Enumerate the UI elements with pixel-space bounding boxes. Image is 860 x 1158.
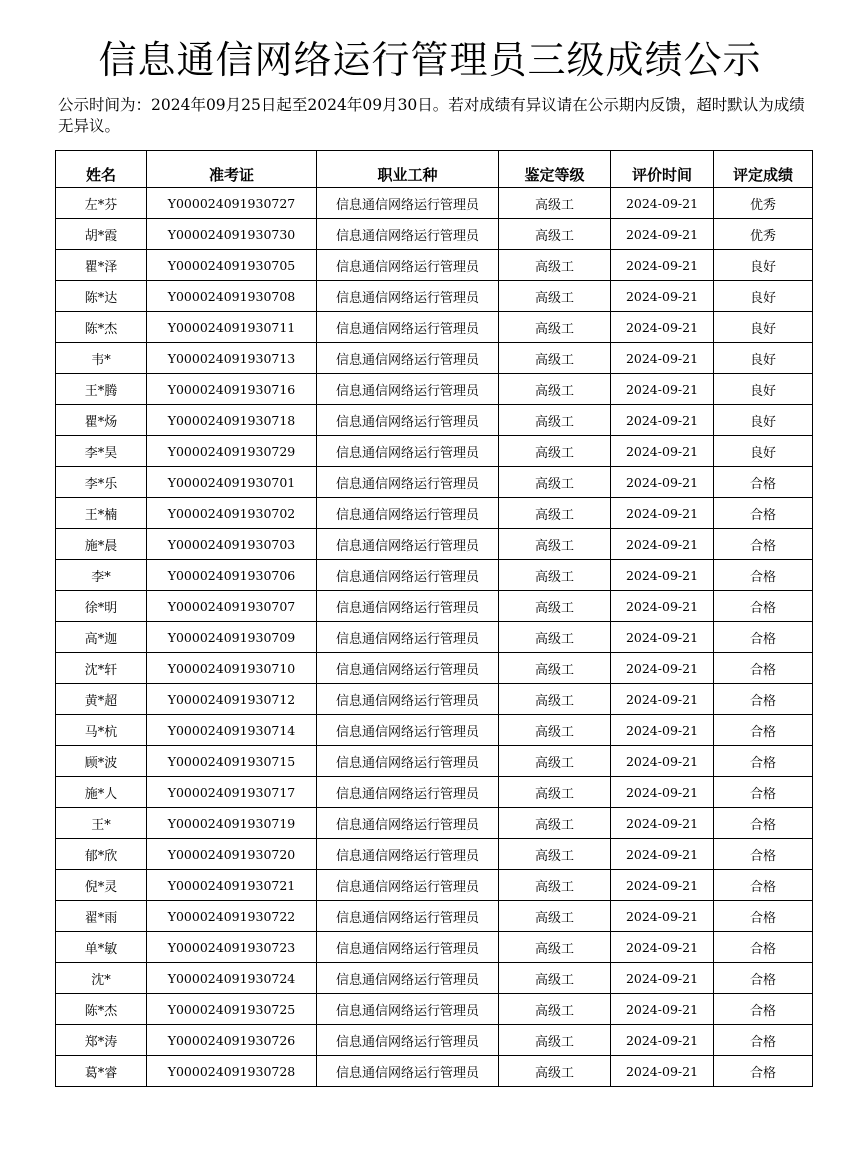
table-row [56,653,813,684]
cell-grade: 合格 [714,684,813,715]
header-level: 鉴定等级 [499,151,611,188]
cell-level: 高级工 [499,281,611,312]
cell-occupation: 信息通信网络运行管理员 [317,560,499,591]
cell-level: 高级工 [499,250,611,281]
cell-level: 高级工 [499,188,611,219]
cell-name: 马*杭 [56,715,147,746]
cell-name: 韦* [56,343,147,374]
cell-grade: 合格 [714,715,813,746]
cell-occupation: 信息通信网络运行管理员 [317,281,499,312]
cell-ticket-number: Y000024091930707 [147,591,317,622]
cell-occupation: 信息通信网络运行管理员 [317,746,499,777]
cell-occupation: 信息通信网络运行管理员 [317,498,499,529]
table-row [56,281,813,312]
cell-occupation: 信息通信网络运行管理员 [317,777,499,808]
cell-ticket-number: Y000024091930710 [147,653,317,684]
cell-level: 高级工 [499,219,611,250]
table-header-row [56,151,813,188]
cell-ticket-number: Y000024091930708 [147,281,317,312]
cell-name: 李* [56,560,147,591]
cell-name: 倪*灵 [56,870,147,901]
header-ticket-number: 准考证 [147,151,317,188]
table-row [56,498,813,529]
cell-level: 高级工 [499,653,611,684]
cell-eval-date: 2024-09-21 [611,777,714,808]
cell-level: 高级工 [499,622,611,653]
cell-eval-date: 2024-09-21 [611,436,714,467]
cell-grade: 良好 [714,312,813,343]
cell-eval-date: 2024-09-21 [611,467,714,498]
cell-name: 沈* [56,963,147,994]
table-row [56,560,813,591]
cell-grade: 良好 [714,343,813,374]
cell-ticket-number: Y000024091930728 [147,1056,317,1087]
table-row [56,932,813,963]
cell-grade: 优秀 [714,188,813,219]
cell-occupation: 信息通信网络运行管理员 [317,653,499,684]
cell-eval-date: 2024-09-21 [611,591,714,622]
table-body [56,188,813,1087]
cell-grade: 合格 [714,994,813,1025]
cell-level: 高级工 [499,560,611,591]
cell-grade: 合格 [714,870,813,901]
cell-grade: 合格 [714,560,813,591]
cell-eval-date: 2024-09-21 [611,281,714,312]
cell-occupation: 信息通信网络运行管理员 [317,529,499,560]
cell-grade: 合格 [714,932,813,963]
cell-eval-date: 2024-09-21 [611,808,714,839]
cell-name: 王* [56,808,147,839]
table-row [56,343,813,374]
table-row [56,1025,813,1056]
table-row [56,436,813,467]
cell-eval-date: 2024-09-21 [611,498,714,529]
cell-ticket-number: Y000024091930722 [147,901,317,932]
cell-name: 左*芬 [56,188,147,219]
cell-occupation: 信息通信网络运行管理员 [317,591,499,622]
cell-ticket-number: Y000024091930701 [147,467,317,498]
notice-text: 公示时间为：2024年09月25日起至2024年09月30日。若对成绩有异议请在公示期内反馈，超时默认为成绩无异议。 [58,96,805,135]
cell-occupation: 信息通信网络运行管理员 [317,808,499,839]
table-row [56,746,813,777]
table-row [56,684,813,715]
cell-ticket-number: Y000024091930729 [147,436,317,467]
cell-name: 李*昊 [56,436,147,467]
cell-ticket-number: Y000024091930719 [147,808,317,839]
header-name: 姓名 [56,151,147,188]
cell-name: 陈*杰 [56,994,147,1025]
cell-occupation: 信息通信网络运行管理员 [317,1025,499,1056]
cell-name: 郁*欣 [56,839,147,870]
cell-grade: 优秀 [714,219,813,250]
cell-ticket-number: Y000024091930724 [147,963,317,994]
cell-name: 李*乐 [56,467,147,498]
cell-name: 王*腾 [56,374,147,405]
cell-eval-date: 2024-09-21 [611,219,714,250]
header-grade: 评定成绩 [714,151,813,188]
table-row [56,839,813,870]
cell-level: 高级工 [499,1025,611,1056]
cell-name: 郑*涛 [56,1025,147,1056]
cell-occupation: 信息通信网络运行管理员 [317,312,499,343]
cell-occupation: 信息通信网络运行管理员 [317,405,499,436]
cell-ticket-number: Y000024091930713 [147,343,317,374]
cell-occupation: 信息通信网络运行管理员 [317,870,499,901]
cell-ticket-number: Y000024091930709 [147,622,317,653]
cell-occupation: 信息通信网络运行管理员 [317,963,499,994]
cell-ticket-number: Y000024091930717 [147,777,317,808]
cell-eval-date: 2024-09-21 [611,746,714,777]
table-row [56,250,813,281]
cell-grade: 合格 [714,622,813,653]
cell-ticket-number: Y000024091930730 [147,219,317,250]
cell-ticket-number: Y000024091930718 [147,405,317,436]
table-row [56,1056,813,1087]
cell-grade: 合格 [714,963,813,994]
cell-name: 徐*明 [56,591,147,622]
cell-eval-date: 2024-09-21 [611,312,714,343]
cell-eval-date: 2024-09-21 [611,715,714,746]
cell-grade: 良好 [714,281,813,312]
cell-occupation: 信息通信网络运行管理员 [317,622,499,653]
cell-level: 高级工 [499,591,611,622]
cell-eval-date: 2024-09-21 [611,653,714,684]
cell-occupation: 信息通信网络运行管理员 [317,715,499,746]
cell-level: 高级工 [499,436,611,467]
cell-eval-date: 2024-09-21 [611,529,714,560]
cell-grade: 合格 [714,746,813,777]
cell-eval-date: 2024-09-21 [611,684,714,715]
cell-ticket-number: Y000024091930705 [147,250,317,281]
cell-name: 陈*达 [56,281,147,312]
cell-eval-date: 2024-09-21 [611,343,714,374]
cell-eval-date: 2024-09-21 [611,839,714,870]
cell-name: 陈*杰 [56,312,147,343]
table-row [56,715,813,746]
cell-level: 高级工 [499,715,611,746]
table-row [56,901,813,932]
cell-occupation: 信息通信网络运行管理员 [317,436,499,467]
cell-grade: 良好 [714,405,813,436]
cell-occupation: 信息通信网络运行管理员 [317,994,499,1025]
cell-eval-date: 2024-09-21 [611,1056,714,1087]
cell-occupation: 信息通信网络运行管理员 [317,684,499,715]
cell-ticket-number: Y000024091930702 [147,498,317,529]
cell-eval-date: 2024-09-21 [611,1025,714,1056]
cell-occupation: 信息通信网络运行管理员 [317,250,499,281]
cell-occupation: 信息通信网络运行管理员 [317,374,499,405]
cell-ticket-number: Y000024091930715 [147,746,317,777]
table-row [56,405,813,436]
cell-eval-date: 2024-09-21 [611,932,714,963]
cell-name: 施*人 [56,777,147,808]
cell-ticket-number: Y000024091930706 [147,560,317,591]
header-eval-date: 评价时间 [611,151,714,188]
cell-occupation: 信息通信网络运行管理员 [317,219,499,250]
cell-level: 高级工 [499,777,611,808]
cell-eval-date: 2024-09-21 [611,188,714,219]
cell-eval-date: 2024-09-21 [611,870,714,901]
cell-occupation: 信息通信网络运行管理员 [317,467,499,498]
table-row [56,219,813,250]
cell-grade: 合格 [714,591,813,622]
table-row [56,777,813,808]
cell-name: 高*迦 [56,622,147,653]
cell-eval-date: 2024-09-21 [611,374,714,405]
header-occupation: 职业工种 [317,151,499,188]
cell-name: 沈*轩 [56,653,147,684]
table-row [56,808,813,839]
table-row [56,591,813,622]
cell-grade: 合格 [714,498,813,529]
cell-level: 高级工 [499,839,611,870]
cell-grade: 合格 [714,1056,813,1087]
table-row [56,870,813,901]
cell-ticket-number: Y000024091930726 [147,1025,317,1056]
cell-grade: 合格 [714,808,813,839]
cell-grade: 合格 [714,777,813,808]
cell-name: 王*楠 [56,498,147,529]
cell-ticket-number: Y000024091930723 [147,932,317,963]
table-row [56,467,813,498]
cell-grade: 良好 [714,436,813,467]
cell-level: 高级工 [499,405,611,436]
cell-level: 高级工 [499,901,611,932]
cell-ticket-number: Y000024091930703 [147,529,317,560]
table-row [56,963,813,994]
cell-eval-date: 2024-09-21 [611,994,714,1025]
cell-name: 施*晨 [56,529,147,560]
cell-level: 高级工 [499,1056,611,1087]
cell-ticket-number: Y000024091930720 [147,839,317,870]
cell-eval-date: 2024-09-21 [611,963,714,994]
cell-grade: 合格 [714,529,813,560]
cell-name: 瞿*炀 [56,405,147,436]
cell-ticket-number: Y000024091930721 [147,870,317,901]
table-row [56,188,813,219]
cell-ticket-number: Y000024091930716 [147,374,317,405]
cell-level: 高级工 [499,529,611,560]
table-row [56,374,813,405]
results-table [55,150,813,1087]
cell-level: 高级工 [499,746,611,777]
cell-ticket-number: Y000024091930711 [147,312,317,343]
cell-occupation: 信息通信网络运行管理员 [317,839,499,870]
cell-name: 翟*雨 [56,901,147,932]
cell-name: 葛*睿 [56,1056,147,1087]
cell-level: 高级工 [499,963,611,994]
cell-level: 高级工 [499,932,611,963]
cell-eval-date: 2024-09-21 [611,622,714,653]
cell-level: 高级工 [499,994,611,1025]
cell-grade: 良好 [714,250,813,281]
cell-eval-date: 2024-09-21 [611,560,714,591]
cell-grade: 合格 [714,653,813,684]
table-row [56,312,813,343]
cell-grade: 合格 [714,839,813,870]
cell-name: 黄*超 [56,684,147,715]
cell-ticket-number: Y000024091930714 [147,715,317,746]
table-row [56,622,813,653]
table-row [56,994,813,1025]
cell-level: 高级工 [499,498,611,529]
cell-name: 单*敏 [56,932,147,963]
cell-eval-date: 2024-09-21 [611,250,714,281]
cell-grade: 良好 [714,374,813,405]
page-title: 信息通信网络运行管理员三级成绩公示 [98,38,762,82]
cell-grade: 合格 [714,467,813,498]
cell-occupation: 信息通信网络运行管理员 [317,188,499,219]
cell-grade: 合格 [714,1025,813,1056]
cell-occupation: 信息通信网络运行管理员 [317,343,499,374]
cell-level: 高级工 [499,343,611,374]
cell-eval-date: 2024-09-21 [611,405,714,436]
cell-name: 瞿*泽 [56,250,147,281]
cell-grade: 合格 [714,901,813,932]
cell-ticket-number: Y000024091930725 [147,994,317,1025]
cell-level: 高级工 [499,808,611,839]
cell-level: 高级工 [499,374,611,405]
cell-name: 胡*霞 [56,219,147,250]
cell-occupation: 信息通信网络运行管理员 [317,901,499,932]
cell-level: 高级工 [499,684,611,715]
cell-eval-date: 2024-09-21 [611,901,714,932]
cell-level: 高级工 [499,467,611,498]
cell-ticket-number: Y000024091930712 [147,684,317,715]
cell-ticket-number: Y000024091930727 [147,188,317,219]
cell-name: 顾*波 [56,746,147,777]
cell-level: 高级工 [499,870,611,901]
cell-occupation: 信息通信网络运行管理员 [317,932,499,963]
table-row [56,529,813,560]
cell-level: 高级工 [499,312,611,343]
cell-occupation: 信息通信网络运行管理员 [317,1056,499,1087]
